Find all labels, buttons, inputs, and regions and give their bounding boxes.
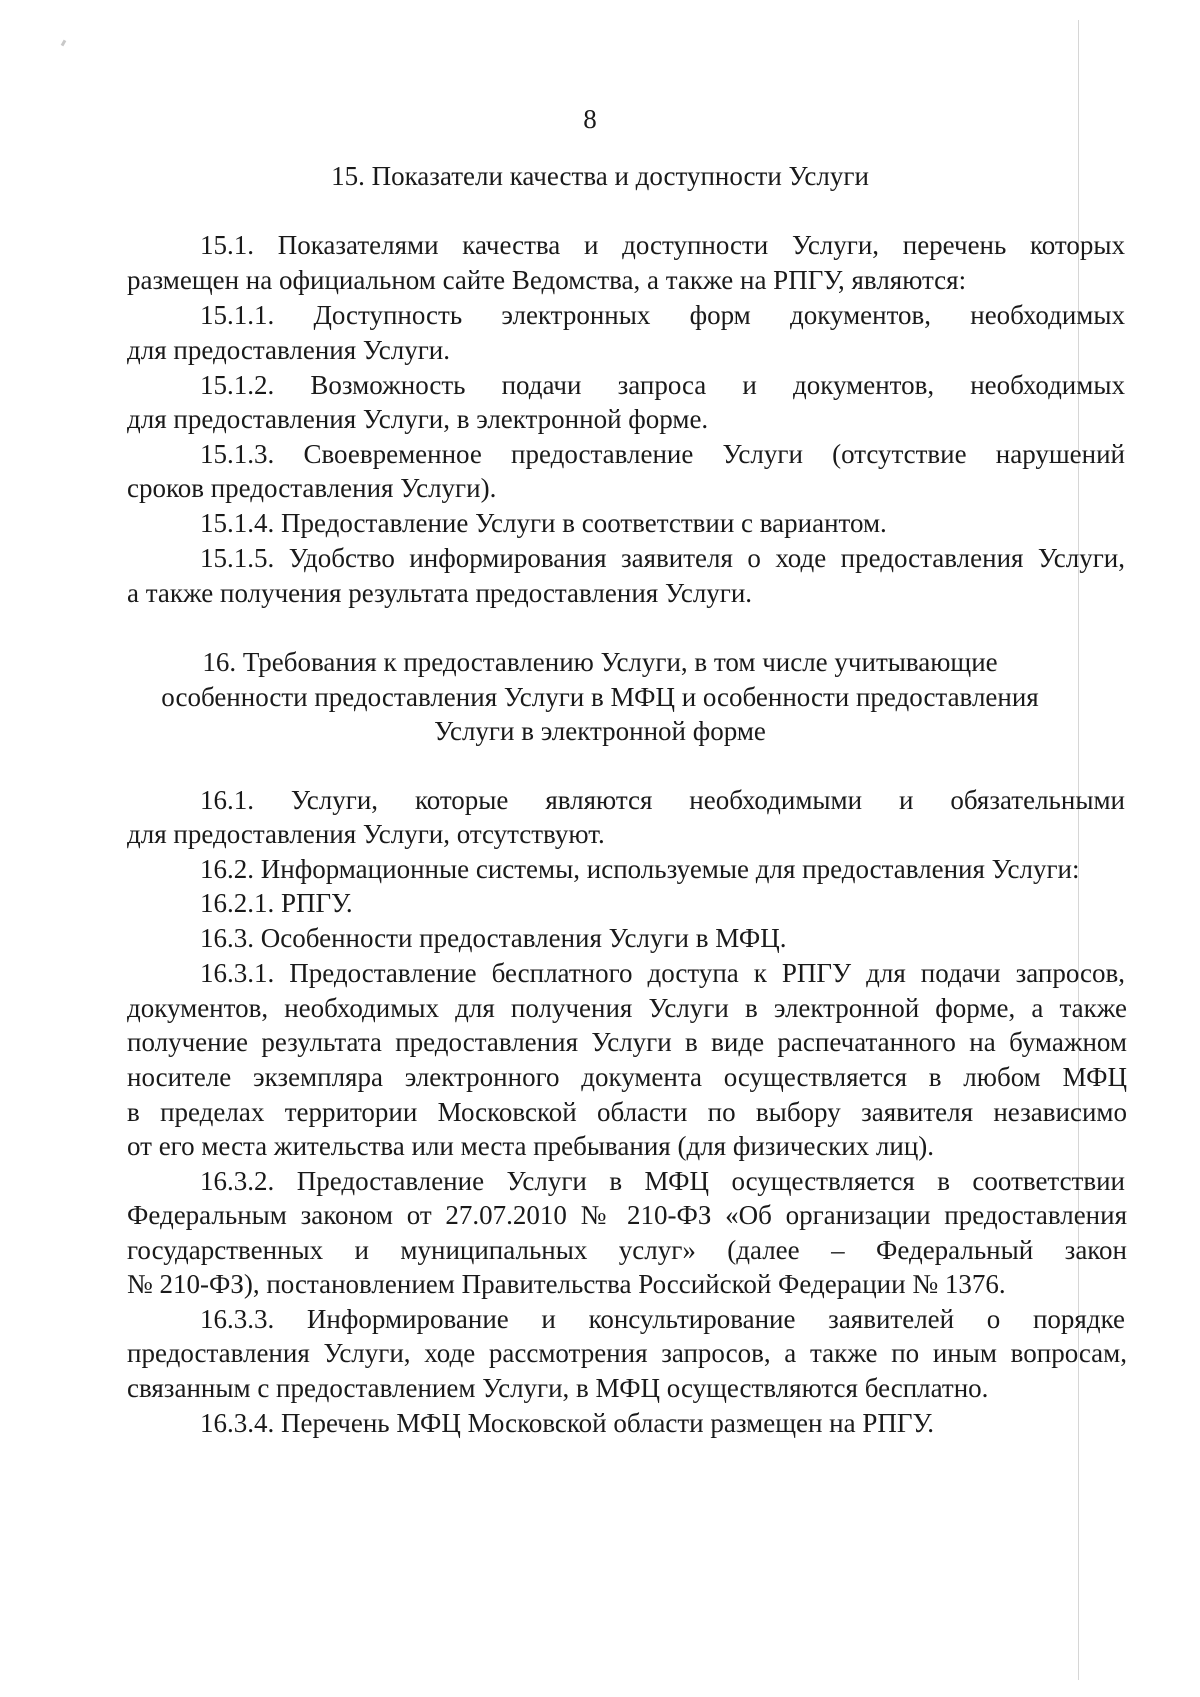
paragraph-line: 15.1.5. Удобство информирования заявителя о ходе предоставления Услуги, [200,543,1125,573]
paragraph-line: 16.3.3. Информирование и консультирование заявителей о порядке [200,1304,1125,1334]
paragraph-line: сроков предоставления Услуги). [127,473,497,503]
paragraph-line: 16.3.1. Предоставление бесплатного доступа к РПГУ для подачи запросов, [200,958,1125,988]
section-16-heading-line: 16. Требования к предоставлению Услуги, в том числе учитывающие [202,647,998,677]
section-15-heading: 15. Показатели качества и доступности Услуги [331,161,869,191]
paragraph-line: 16.3.4. Перечень МФЦ Московской области размещен на РПГУ. [200,1408,934,1438]
paragraph-line: государственных и муниципальных услуг» (далее – Федеральный закон [127,1235,1127,1265]
paragraph-line: Федеральным законом от 27.07.2010 № 210-ФЗ «Об организации предоставления [127,1200,1127,1230]
paragraph-line: 16.2.1. РПГУ. [200,888,353,918]
paragraph-line: в пределах территории Московской области по выбору заявителя независимо [127,1097,1127,1127]
paragraph-line: 15.1.3. Своевременное предоставление Услуги (отсутствие нарушений [200,439,1125,469]
section-16-heading-line: Услуги в электронной форме [434,716,766,746]
paragraph-line: получение результата предоставления Услуги в виде распечатанного на бумажном [127,1027,1127,1057]
scan-speck [61,40,67,47]
paragraph-line: носителе экземпляра электронного документа осуществляется в любом МФЦ [127,1062,1127,1092]
paragraph-line: 16.2. Информационные системы, используемые для предоставления Услуги: [200,854,1080,884]
paragraph-line: № 210-ФЗ), постановлением Правительства Российской Федерации № 1376. [127,1269,1006,1299]
paragraph-line: для предоставления Услуги, в электронной форме. [127,404,709,434]
paragraph-line: для предоставления Услуги. [127,335,450,365]
paragraph-line: 15.1.4. Предоставление Услуги в соответствии с вариантом. [200,508,887,538]
paragraph-line: документов, необходимых для получения Услуги в электронной форме, а также [127,993,1127,1023]
paragraph-line: 15.1.1. Доступность электронных форм документов, необходимых [200,300,1125,330]
paragraph-line: предоставления Услуги, ходе рассмотрения запросов, а также по иным вопросам, [127,1338,1127,1368]
paragraph-line: для предоставления Услуги, отсутствуют. [127,819,605,849]
paragraph-line: 16.1. Услуги, которые являются необходимыми и обязательными [200,785,1125,815]
paragraph-line: от его места жительства или места пребывания (для физических лиц). [127,1131,935,1161]
paragraph-line: 16.3. Особенности предоставления Услуги в МФЦ. [200,923,787,953]
paragraph-line: а также получения результата предоставления Услуги. [127,578,753,608]
paragraph-line: связанным с предоставлением Услуги, в МФЦ осуществляются бесплатно. [127,1373,989,1403]
page-number: 8 [583,104,597,134]
section-16-heading-line: особенности предоставления Услуги в МФЦ и особенности предоставления [161,682,1039,712]
paragraph-line: 15.1.2. Возможность подачи запроса и документов, необходимых [200,370,1125,400]
paragraph-line: 15.1. Показателями качества и доступности Услуги, перечень которых [200,230,1125,260]
paragraph-line: размещен на официальном сайте Ведомства, а также на РПГУ, являются: [127,265,967,295]
paragraph-line: 16.3.2. Предоставление Услуги в МФЦ осуществляется в соответствии [200,1166,1125,1196]
